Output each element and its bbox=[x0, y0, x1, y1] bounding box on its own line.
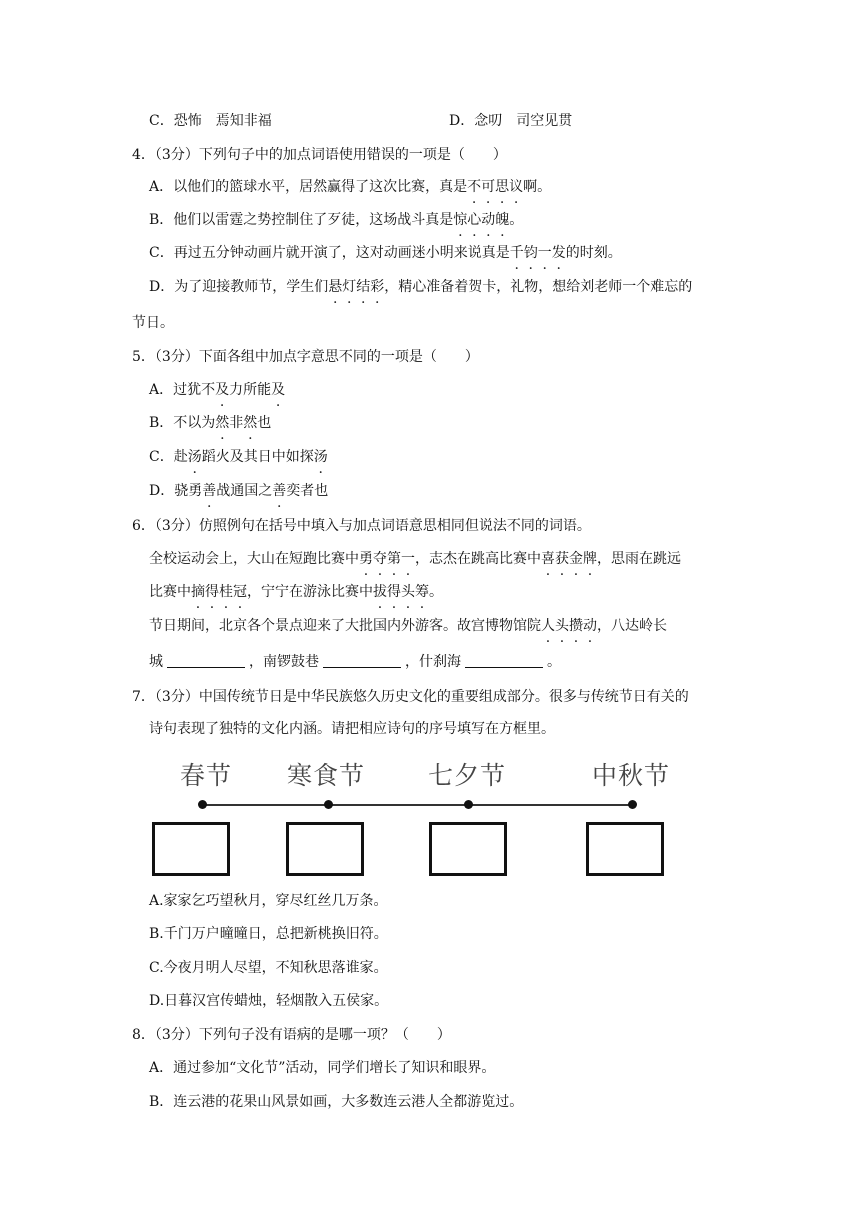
q7-option-a: A.家家乞巧望秋月，穿尽红丝几万条。 bbox=[149, 893, 388, 909]
q4-option-d-cont: 节日。 bbox=[132, 315, 174, 331]
q8-option-a: A．通过参加“文化节”活动，同学们增长了知识和眼界。 bbox=[149, 1060, 496, 1076]
q4-option-d: D．为了迎接教师节，学生们悬灯结彩，精心准备着贺卡，礼物，想给刘老师一个难忘的 bbox=[149, 279, 693, 295]
answer-blank-2[interactable] bbox=[323, 653, 401, 668]
q3-option-d: D．念叨 司空见贯 bbox=[449, 113, 573, 129]
q5-option-a: A．过犹不及力所能及 bbox=[149, 382, 286, 398]
q7-stem-1: 7．（3分）中国传统节日是中华民族悠久历史文化的重要组成部分。很多与传统节日有关的 bbox=[132, 689, 689, 705]
q6-line-3: 节日期间，北京各个景点迎来了大批国内外游客。故宫博物馆院人头攒动，八达岭长 bbox=[149, 618, 667, 634]
q6-stem: 6．（3分）仿照例句在括号中填入与加点词语意思相同但说法不同的词语。 bbox=[132, 518, 591, 534]
festival-label-qixi: 七夕节 bbox=[428, 761, 507, 790]
q5-option-d: D．骁勇善战通国之善奕者也 bbox=[149, 483, 329, 499]
answer-blank-3[interactable] bbox=[465, 653, 543, 668]
timeline-line bbox=[202, 804, 634, 806]
q6-line-4: 城 ，南锣鼓巷 ，什刹海 。 bbox=[149, 654, 561, 670]
q4-stem: 4．（3分）下列句子中的加点词语使用错误的一项是（ ） bbox=[132, 147, 507, 163]
answer-box-qixi[interactable] bbox=[429, 822, 507, 876]
q6-line-1: 全校运动会上，大山在短跑比赛中勇夺第一，志杰在跳高比赛中喜获金牌，思雨在跳远 bbox=[149, 551, 681, 567]
q8-option-b: B．连云港的花果山风景如画，大多数连云港人全都游览过。 bbox=[149, 1094, 524, 1110]
q5-option-c: C．赴汤蹈火及其日中如探汤 bbox=[149, 449, 328, 465]
answer-box-spring[interactable] bbox=[152, 822, 230, 876]
timeline-dot bbox=[464, 800, 473, 809]
festival-label-spring: 春节 bbox=[180, 761, 233, 790]
q6-line-2: 比赛中摘得桂冠，宁宁在游泳比赛中拔得头筹。 bbox=[149, 584, 443, 600]
answer-blank-1[interactable] bbox=[167, 653, 245, 668]
q7-stem-2: 诗句表现了独特的文化内涵。请把相应诗句的序号填写在方框里。 bbox=[149, 721, 555, 737]
q7-option-d: D.日暮汉宫传蜡烛，轻烟散入五侯家。 bbox=[149, 993, 389, 1009]
q3-option-c: C．恐怖 焉知非福 bbox=[149, 113, 272, 129]
answer-box-hanshi[interactable] bbox=[286, 822, 364, 876]
festival-label-hanshi: 寒食节 bbox=[287, 761, 366, 790]
q8-stem: 8．（3分）下列句子没有语病的是哪一项？（ ） bbox=[132, 1027, 451, 1043]
timeline-dot bbox=[198, 800, 207, 809]
q4-option-b: B．他们以雷霆之势控制住了歹徒，这场战斗真是惊心动魄。 bbox=[149, 212, 524, 228]
timeline-dot bbox=[324, 800, 333, 809]
q7-option-b: B.千门万户曈曈日，总把新桃换旧符。 bbox=[149, 926, 388, 942]
festival-label-midautumn: 中秋节 bbox=[592, 761, 671, 790]
q4-option-c: C．再过五分钟动画片就开演了，这对动画迷小明来说真是千钧一发的时刻。 bbox=[149, 245, 622, 261]
answer-box-midautumn[interactable] bbox=[586, 822, 664, 876]
q7-option-c: C.今夜月明人尽望，不知秋思落谁家。 bbox=[149, 960, 388, 976]
q4-option-a: A．以他们的篮球水平，居然赢得了这次比赛，真是不可思议啊。 bbox=[149, 179, 552, 195]
q5-stem: 5．（3分）下面各组中加点字意思不同的一项是（ ） bbox=[132, 349, 479, 365]
timeline-dot bbox=[628, 800, 637, 809]
festival-timeline bbox=[150, 754, 680, 876]
q5-option-b: B．不以为然非然也 bbox=[149, 415, 272, 431]
